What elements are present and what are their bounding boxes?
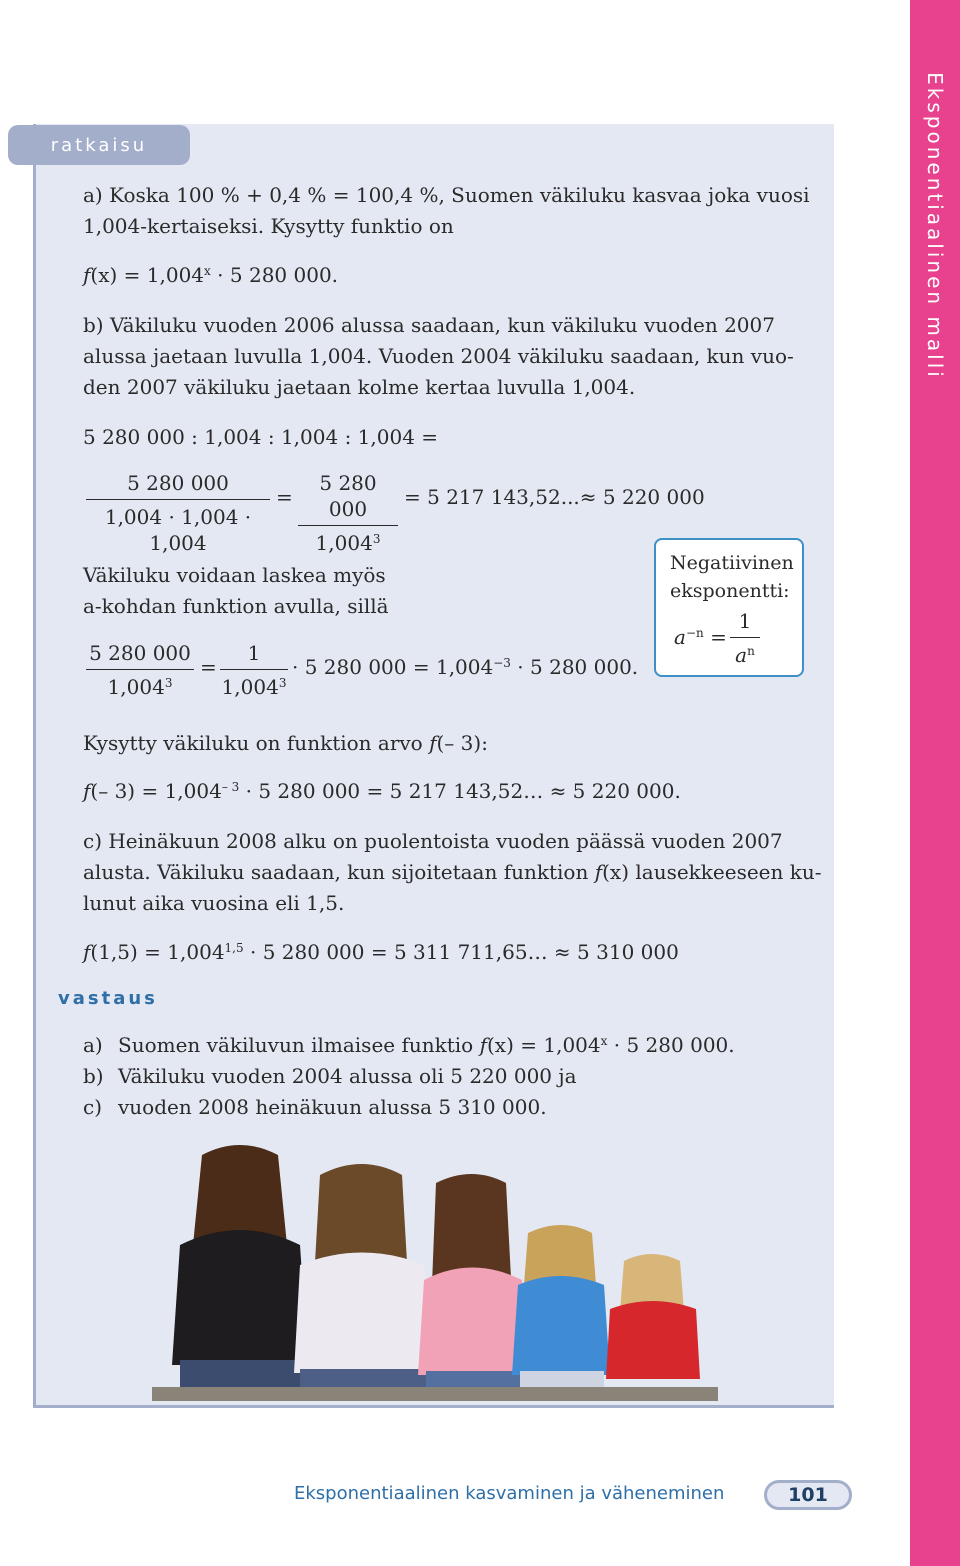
part-a-line-2: 1,004-kertaiseksi. Kysytty funktio on bbox=[83, 214, 454, 238]
fraction-4-numerator: 1 bbox=[247, 641, 261, 665]
fraction-4 bbox=[220, 640, 288, 700]
note-fraction: $\frac{1}{a^n}$ bbox=[730, 608, 760, 668]
function-tail: · 5 280 000. bbox=[210, 263, 339, 287]
note-line-1: Negatiivinen bbox=[670, 552, 794, 574]
answer-label: vastaus bbox=[58, 988, 158, 1009]
fraction-3 bbox=[86, 640, 194, 700]
division-line: 5 280 000 : 1,004 : 1,004 : 1,004 = bbox=[83, 425, 439, 449]
answer-a-text: Suomen väkiluvun ilmaisee funktio $f(x) = 1,004^x \cdot 5$ 280 000. bbox=[118, 1033, 735, 1057]
fraction-1 bbox=[86, 470, 270, 556]
part-a-line-1: a) Koska 100 % + 0,4 % = 100,4 %, Suomen väkiluku kasvaa joka vuosi bbox=[83, 183, 810, 207]
child-2 bbox=[294, 1164, 430, 1387]
section-label: ratkaisu bbox=[8, 125, 190, 165]
bench bbox=[152, 1387, 718, 1401]
fraction-3-denominator: 1,004$^3$ bbox=[86, 669, 194, 700]
page-number: 101 bbox=[764, 1480, 852, 1510]
part-b-line-1: b) Väkiluku vuoden 2006 alussa saadaan, kun väkiluku vuoden 2007 bbox=[83, 313, 775, 337]
part-b-line-3: den 2007 väkiluku jaetaan kolme kertaa luvulla 1,004. bbox=[83, 375, 636, 399]
f-1-5-line: $f(1,5) = 1,004^{1,5} \cdot 5$ 280 000 = 5 311 711,65… ≈ 5 310 000 bbox=[83, 940, 679, 964]
equals-sign-2: = bbox=[200, 655, 217, 679]
function-name: f bbox=[83, 263, 91, 287]
fraction-2-denominator: 1,004$^3$ bbox=[298, 525, 398, 556]
note-formula-left: $a^{-n}$ = bbox=[674, 625, 727, 649]
part-c-line-1: c) Heinäkuun 2008 alku on puolentoista vuoden päässä vuoden 2007 bbox=[83, 829, 783, 853]
negative-exponent-note bbox=[654, 538, 804, 677]
fraction-2 bbox=[298, 470, 398, 556]
alt-line-1: Väkiluku voidaan laskea myös bbox=[83, 563, 386, 587]
fraction-4-denominator: 1,004$^3$ bbox=[220, 669, 288, 700]
answer-c-marker: c) bbox=[83, 1095, 103, 1119]
function-body: (x) = 1,004 bbox=[90, 263, 205, 287]
f-minus-3-line: f(– $3) = 1,004^{- 3} \cdot 5$ 280 000 = 5 217 143,52… ≈ 5 220 000. bbox=[83, 779, 681, 803]
division-result: = 5 217 143,52...≈ 5 220 000 bbox=[404, 485, 705, 509]
part-c-line-3: lunut aika vuosina eli 1,5. bbox=[83, 891, 345, 915]
children-on-bench-photo bbox=[140, 1135, 740, 1407]
answer-b-marker: b) bbox=[83, 1064, 104, 1088]
fraction-2-exponent: 3 bbox=[372, 532, 381, 546]
part-c-line-2: alusta. Väkiluku saadaan, kun sijoitetaan funktion f(x) lausekkeeseen ku- bbox=[83, 860, 822, 884]
function-formula bbox=[83, 260, 338, 291]
child-3 bbox=[418, 1174, 528, 1387]
side-tab-label: Eksponentiaalinen malli bbox=[923, 72, 947, 380]
child-1 bbox=[172, 1145, 308, 1387]
part-b-line-2: alussa jaetaan luvulla 1,004. Vuoden 2004 väkiluku saadaan, kun vuo- bbox=[83, 344, 794, 368]
asked-line: Kysytty väkiluku on funktion arvo f(– 3): bbox=[83, 731, 488, 755]
note-line-2: eksponentti: bbox=[670, 580, 790, 602]
fraction-3-numerator: 5 280 000 bbox=[89, 641, 191, 665]
child-4 bbox=[512, 1225, 610, 1387]
child-5 bbox=[606, 1254, 700, 1379]
function-exponent: x bbox=[204, 264, 211, 278]
fraction-2-numerator: 5 280 000 bbox=[319, 471, 377, 521]
answer-b-text: Väkiluku vuoden 2004 alussa oli 5 220 000 ja bbox=[118, 1064, 577, 1088]
equals-sign-1: = bbox=[276, 485, 293, 509]
alt-line-2: a-kohdan funktion avulla, sillä bbox=[83, 594, 389, 618]
alt-formula-tail: · 5 280 $000 = 1,004^{-3} \cdot 5$ 280 000. bbox=[292, 655, 639, 679]
answer-c-text: vuoden 2008 heinäkuun alussa 5 310 000. bbox=[118, 1095, 547, 1119]
fraction-1-denominator: 1,004 · 1,004 · 1,004 bbox=[86, 499, 270, 556]
chapter-title: Eksponentiaalinen kasvaminen ja väheneminen bbox=[294, 1483, 725, 1504]
fraction-1-numerator: 5 280 000 bbox=[127, 471, 229, 495]
answer-a-marker: a) bbox=[83, 1033, 103, 1057]
